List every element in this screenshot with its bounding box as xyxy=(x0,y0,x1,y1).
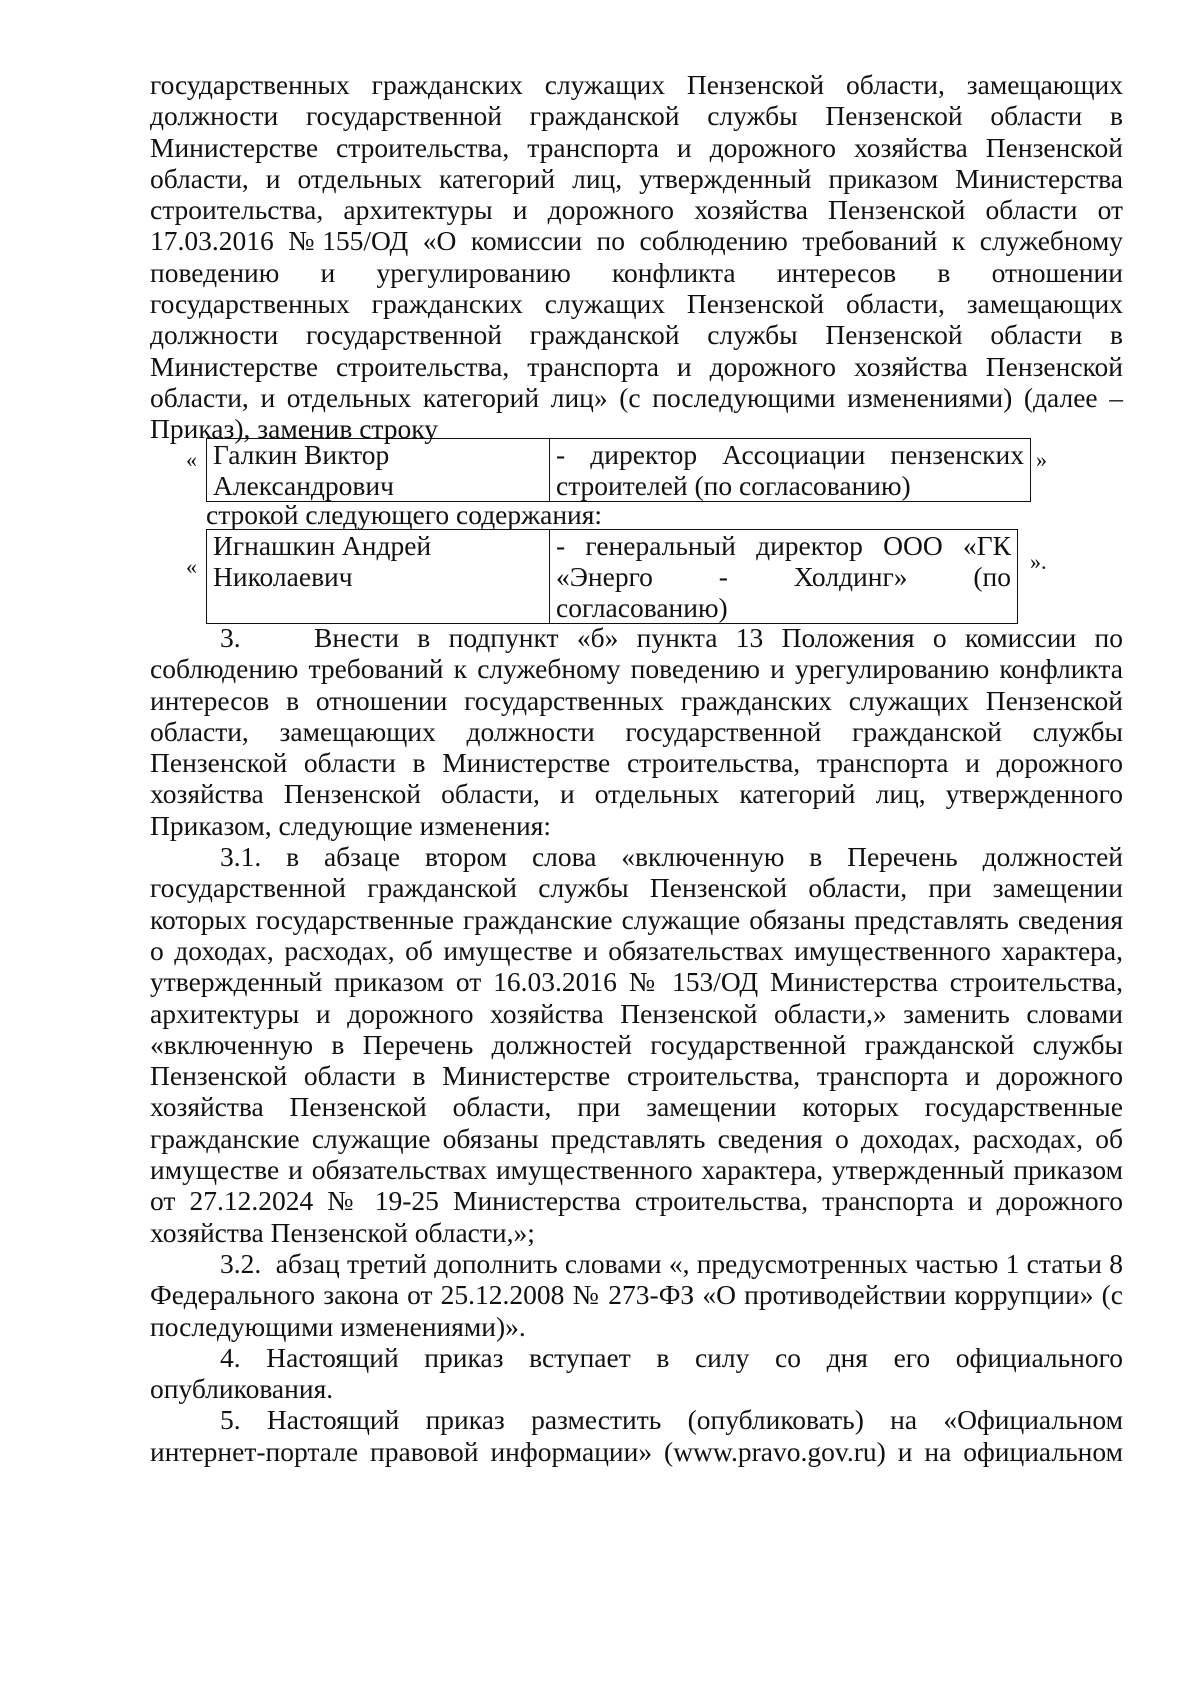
old-row-open-quote: « xyxy=(186,447,197,472)
table-row xyxy=(207,439,1031,502)
old-row-name-cell xyxy=(207,439,550,502)
old-row-table xyxy=(206,438,1031,502)
new-row-name-line2: Николаевич xyxy=(213,561,353,592)
new-row-close-quote: ». xyxy=(1030,549,1047,574)
new-row-name-line1: Игнашкин Андрей xyxy=(213,530,432,561)
old-row-name-line2: Александрович xyxy=(213,470,394,501)
new-row-name-cell xyxy=(207,530,550,624)
replace-text: строкой следующего содержания: xyxy=(206,499,603,530)
intro-block xyxy=(150,69,1123,445)
new-row-table xyxy=(206,529,1018,624)
old-row-position-cell xyxy=(550,439,1031,502)
table-row xyxy=(207,530,1018,624)
intro-last-line: Приказ), заменив строку xyxy=(150,413,438,445)
new-row-position-line2: «Энерго - Холдинг» (по согласованию) xyxy=(556,561,1011,623)
old-row-position-line1: - директор Ассоциации пензенских xyxy=(556,439,1024,470)
item-3-1: 3.1. в абзаце втором слова «включенную в Перечень должностей государственной гражданской службы Пензенской области, при замещении которых государственные гражданские служащие обязаны представлять сведения о доходах, расходах, об имуществе и обязательствах имущественного характера, утвержденный приказом от 16.03.2016 № 153/ОД Министерства строительства, архитектуры и дорожного хозяйства Пензенской области,» заменить словами «включенную в Перечень должностей государственной гражданской службы Пензенской области в Министерстве строительства, транспорта и дорожного хозяйства Пензенской области, при замещении которых государственные гражданские служащие обязаны представлять сведения о доходах, расходах, об имуществе и обязательствах имущественного характера, утвержденный приказом от 27.12.2024 № 19-25 Министерства строительства, транспорта и дорожного хозяйства Пензенской области,»; xyxy=(150,841,1123,1248)
old-row-name-line1: Галкин Виктор xyxy=(213,439,390,470)
old-row-table-wrap xyxy=(206,438,1031,502)
item-3: 3. Внести в подпункт «б» пункта 13 Положения о комиссии по соблюдению требований к служебному поведению и урегулированию конфликта интересов в отношении государственных гражданских служащих Пензенской области, замещающих должности государственной гражданской службы Пензенской области в Министерстве строительства, транспорта и дорожного хозяйства Пензенской области, и отдельных категорий лиц, утвержденного Приказом, следующие изменения: xyxy=(150,622,1130,841)
item-3-2: 3.2. абзац третий дополнить словами «, предусмотренных частью 1 статьи 8 Федерального закона от 25.12.2008 № 273-ФЗ «О противодействии коррупции» (с последующими изменениями)». xyxy=(150,1247,1130,1342)
new-row-position-cell xyxy=(550,530,1018,624)
intro-paragraph: государственных гражданских служащих Пензенской области, замещающих должности государственной гражданской службы Пензенской области в Министерстве строительства, транспорта и дорожного хозяйства Пензенской области, и отдельных категорий лиц, утвержденный приказом Министерства строительства, архитектуры и дорожного хозяйства Пензенской области от 17.03.2016 №155/ОД «О комиссии по соблюдению требований к служебному поведению и урегулированию конфликта интересов в отношении государственных гражданских служащих Пензенской области, замещающих должности государственной гражданской службы Пензенской области в Министерстве строительства, транспорта и дорожного хозяйства Пензенской области, и отдельных категорий лиц» (с последующими изменениями) (далее – xyxy=(150,69,1123,413)
old-row-position-line2: строителей (по согласованию) xyxy=(556,470,911,501)
new-row-open-quote: « xyxy=(186,554,197,579)
item-5-line2: интернет-портале правовой информации» (www.pravo.gov.ru) и на официальном xyxy=(150,1435,1123,1467)
item-4: 4. Настоящий приказ вступает в силу со дня его официального опубликования. xyxy=(150,1341,1123,1405)
new-row-table-wrap xyxy=(206,529,1018,624)
item-5-line1: 5. Настоящий приказ разместить (опубликовать) на «Официальном xyxy=(220,1404,1123,1436)
old-row-close-quote: » xyxy=(1036,447,1047,472)
new-row-position-line1: - генеральный директор ООО «ГК xyxy=(556,530,1011,561)
items-block xyxy=(150,622,1130,1467)
replace-text-block xyxy=(206,499,602,530)
